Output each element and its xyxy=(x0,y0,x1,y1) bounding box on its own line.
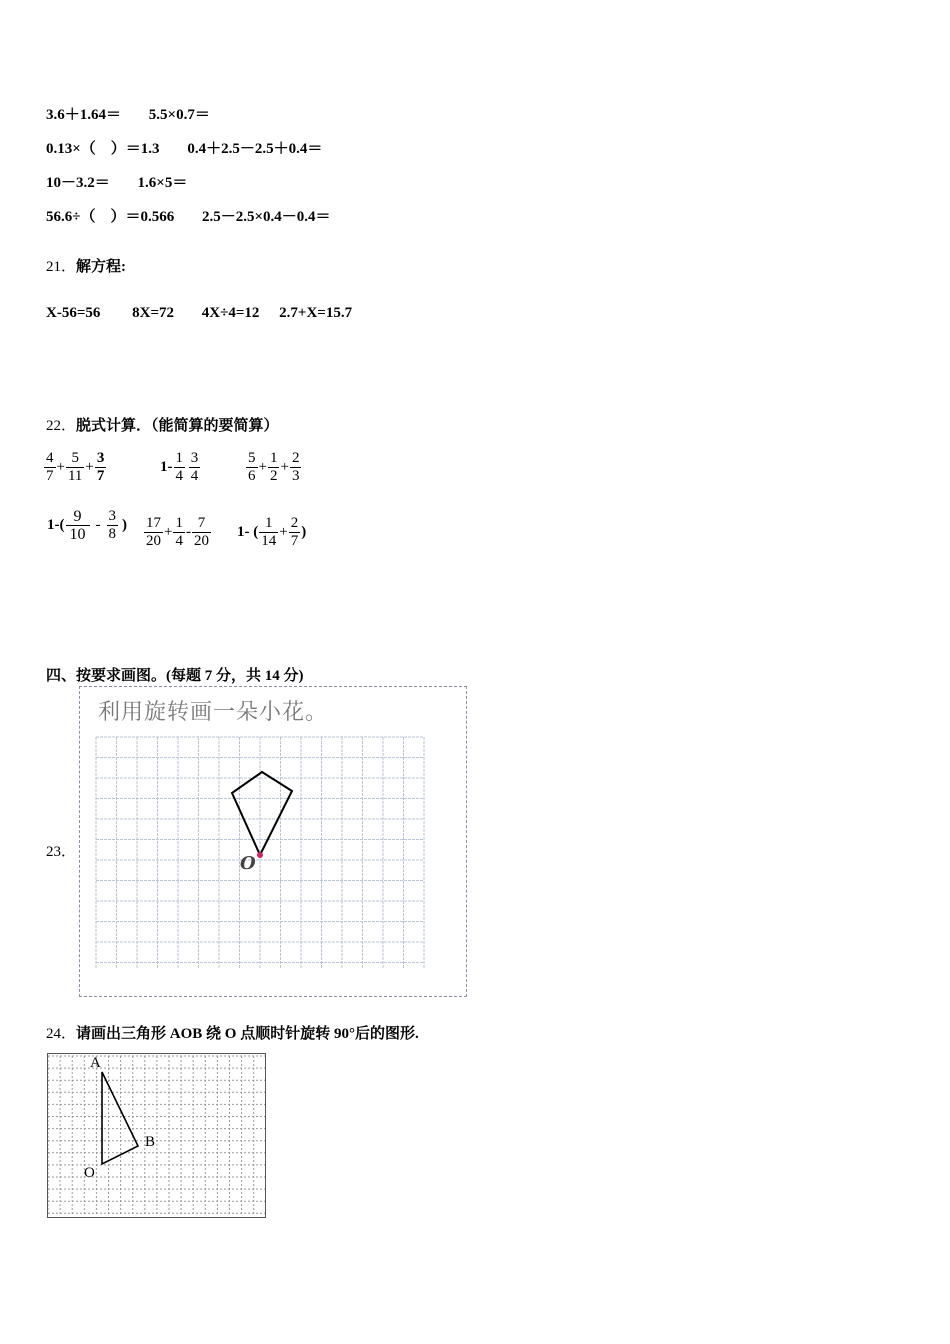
equation: 4X÷4=12 xyxy=(201,305,260,321)
question-21-heading xyxy=(46,255,126,276)
rotation-flower-figure xyxy=(79,686,467,997)
oral-row-3 xyxy=(46,171,211,192)
section-heading xyxy=(46,664,304,685)
oral-row-4 xyxy=(46,205,355,226)
vertex-label-o: O xyxy=(84,1165,95,1181)
fraction: $\frac{1}{4}$ xyxy=(175,515,183,549)
equation: 2.7+X=15.7 xyxy=(279,305,353,321)
flower-grid xyxy=(80,687,466,996)
expression-5: $\frac{17}{20}$ + $\frac{1}{4}$ - $\frac{7}{20}$ xyxy=(146,515,209,549)
question-number: 24． xyxy=(46,1026,77,1042)
figure-caption: 利用旋转画一朵小花。 xyxy=(98,700,329,725)
oral-item: 2.5－2.5×0.4－0.4＝ xyxy=(201,209,331,225)
expression-6: 1- ( $\frac{1}{14}$ + $\frac{2}{7}$ ) xyxy=(237,515,307,549)
expression-1: $\frac{4}{7}$ + $\frac{5}{11}$ + $\frac{3}{7}$ xyxy=(46,450,105,484)
oral-item: 0.4＋2.5－2.5＋0.4＝ xyxy=(187,141,323,157)
equation: 8X=72 xyxy=(132,305,175,321)
oral-item: 10－3.2＝ xyxy=(46,175,110,191)
question-number: 23． xyxy=(46,844,77,860)
oral-item: 5.5×0.7＝ xyxy=(148,107,210,123)
vertex-label-b: B xyxy=(145,1134,156,1150)
equation: X-56=56 xyxy=(46,305,101,321)
fraction: $\frac{2}{7}$ xyxy=(290,515,299,549)
oral-row-1 xyxy=(46,103,234,124)
expression-4: 1-( $\frac{9}{10}$ - $\frac{3}{8}$ ) xyxy=(47,508,127,543)
fraction: $\frac{5}{6}$ xyxy=(248,450,256,484)
fraction: $\frac{7}{20}$ xyxy=(193,515,209,549)
fraction: $\frac{1}{4}$ xyxy=(175,450,183,484)
oral-row-2 xyxy=(46,137,346,158)
triangle-rotation-figure xyxy=(47,1053,266,1218)
fraction: $\frac{1}{14}$ xyxy=(261,515,277,549)
oral-item: 0.13×（ ）＝1.3 xyxy=(46,141,160,157)
question-title: 解方程: xyxy=(76,259,127,275)
expression-2: 1- $\frac{1}{4}$ $\frac{3}{4}$ xyxy=(160,450,199,484)
oral-item: 3.6＋1.64＝ xyxy=(46,107,122,123)
fraction: $\frac{17}{20}$ xyxy=(146,515,161,549)
fraction: $\frac{1}{2}$ xyxy=(269,450,278,484)
fraction: $\frac{2}{3}$ xyxy=(291,450,300,484)
fraction: $\frac{5}{11}$ xyxy=(67,450,83,484)
rotation-center-point xyxy=(257,852,263,858)
fraction: $\frac{3}{8}$ xyxy=(108,508,116,542)
kite-shape xyxy=(232,772,292,855)
question-22-heading xyxy=(46,414,279,435)
fraction: $\frac{9}{10}$ xyxy=(66,508,90,543)
question-title: 请画出三角形 AOB 绕 O 点顺时针旋转 90°后的图形. xyxy=(76,1026,419,1042)
oral-item: 56.6÷（ ）＝0.566 xyxy=(46,209,175,225)
question-number: 21． xyxy=(46,259,77,275)
expression-3: $\frac{5}{6}$ + $\frac{1}{2}$ + $\frac{2}{3}$ xyxy=(248,450,300,484)
question-24-heading xyxy=(46,1022,419,1043)
section-title: 四、按要求画图。(每题 7 分，共 14 分) xyxy=(46,668,304,684)
point-label-o: O xyxy=(240,853,256,874)
triangle-grid xyxy=(48,1054,265,1217)
fraction: $\frac{3}{4}$ xyxy=(190,450,199,484)
fraction: $\frac{4}{7}$ xyxy=(46,450,54,484)
question-title: 脱式计算．（能简算的要简算） xyxy=(76,418,279,434)
oral-item: 1.6×5＝ xyxy=(137,175,188,191)
equation-row xyxy=(46,305,376,322)
fraction: $\frac{3}{7}$ xyxy=(96,450,105,484)
question-number: 22． xyxy=(46,418,77,434)
vertex-label-a: A xyxy=(90,1055,101,1071)
question-23-number xyxy=(46,840,76,861)
